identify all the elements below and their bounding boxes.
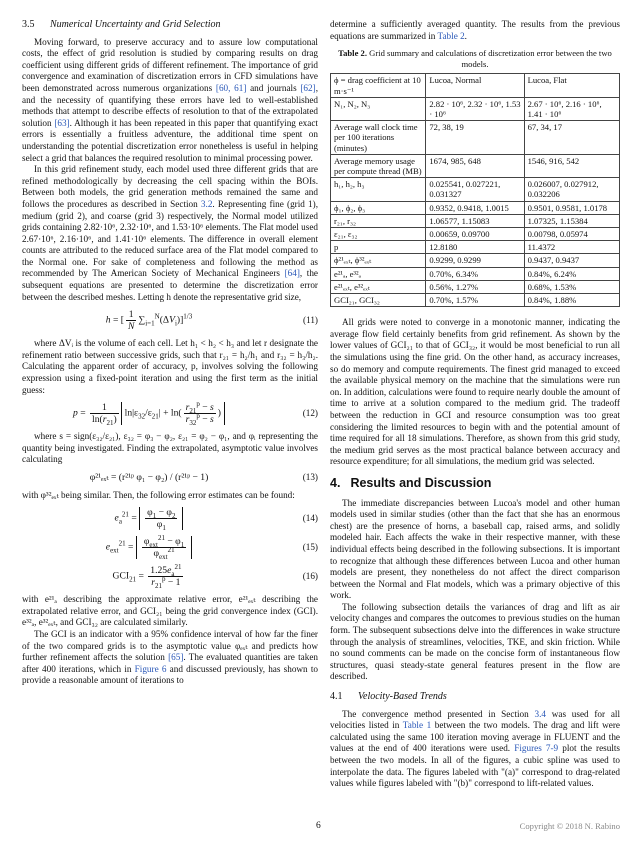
equation-number: (13): [302, 472, 318, 482]
table-cell: Average wall clock time per 100 iterations (minutes): [331, 121, 426, 155]
table-cell: 0.9299, 0.9299: [426, 254, 524, 267]
paragraph-grid-study: In this grid refinement study, each model used three different grids that are refined methodologically by decreasing the cell spacing within the BOIs. Between both models, the grid generation methods remained the same and follows the procedures as described in Section 3.2. Representing fine (grid 1), medium (grid 2), and coarse (grid 3) respectively, the Normal model utilized grids containing 2.82·10⁶, 2.32·10⁶, and 1.53·10⁶ elements. The Flat model used 2.67·10⁶, 2.16·10⁶, and 1.41·10⁶ elements. The difference in overall element counts are attributed to the reduced surface area of the Flat model compared to the Normal one. For sake of completeness and following the method as recommended by The American Society of Mechanical Engineers [64], the subsequent equations are presented to determine the discretization error between the described meshes. Letting h denote the representative grid size,: [22, 164, 319, 302]
table-row: [331, 228, 620, 241]
section-title: Numerical Uncertainty and Grid Selection: [50, 19, 221, 30]
equation-16: [22, 563, 318, 591]
citation-link[interactable]: [65]: [168, 652, 184, 663]
section-number: 4.: [330, 475, 341, 490]
equation-number: (14): [302, 512, 318, 523]
table-cell: 2.82 · 10⁶, 2.32 · 10⁶, 1.53 · 10⁶: [426, 97, 524, 120]
equation-15: [22, 534, 318, 562]
equation-body: p = $\frac{1}{\ln(r_{21})}$ $\ln|\varepsilon_{32}/\varepsilon_{21}| + \ln$( $\frac{r_{21}^p - s}{r_{32}^p - s}$ ): [22, 402, 276, 425]
equation-11: [22, 309, 318, 332]
table-cell: e²¹ₑₓₜ, e³²ₑₓₜ: [331, 280, 426, 293]
table-cell: 72, 38, 19: [426, 121, 524, 155]
equation-body: h = [ $\frac{1}{N}$ $\sum_{i=1}^N(\Delta V_i)]^{1/3}$: [105, 309, 193, 333]
table-cell: 1674, 985, 648: [426, 154, 524, 177]
table-cell: GCI₂₁, GCI₃₂: [331, 294, 426, 307]
table-cell: 1.07325, 1.15384: [524, 214, 619, 227]
equation-body: $e_a^{21}$ = $\frac{\varphi_1 - \varphi_2}{\varphi_1}$: [22, 507, 276, 530]
table-cell: 0.9437, 0.9437: [524, 254, 619, 267]
paragraph-error-definitions: with e²¹ₐ describing the approximate relative error, e²¹ₑₓₜ describing the extrapolated relative error, and GCI₂₁ being the grid convergence index (GCI). e³²ₐ, e³²ₑₓₜ, and GCI₃₂ are calculated similarly.: [22, 594, 318, 628]
copyright-notice: Copyright © 2018 N. Rabino: [519, 821, 620, 831]
citation-link[interactable]: [60, 61]: [215, 82, 247, 93]
table-cell: 0.9501, 0.9581, 1.0178: [524, 201, 619, 214]
table-cell: ϕ = drag coefficient at 10 m·s⁻¹: [331, 74, 426, 97]
citation-link[interactable]: [63]: [54, 117, 70, 128]
paragraph-grid-intro: Moving forward, to preserve accuracy and to assure low computational costs, the effect of grid resolution is studied by comparing results on drag coefficient using different grids of different refinement. The importance of grid convergence and examination of discretization errors in CFD simulations have been demonstrated across numerous organizations [60, 61] and journals [62], and the necessity of quantifying these errors have led to well-established methods that attempt to describe effects of resolution to that of the extrapolated solution [63]. Although it has been repeated in this paper that quantifying exact errors is essentially a fruitless adventure, the additional time spent on understanding the potential discretization error nonetheless is useful in helping select a grid that balances the required resolution to minimal processing power.: [22, 36, 318, 163]
table-cell: Average memory usage per compute thread (MB): [331, 154, 426, 177]
equation-number: (15): [302, 541, 318, 552]
citation-link[interactable]: [64]: [284, 268, 300, 279]
equation-number: (11): [303, 314, 318, 325]
table-cell: 0.84%, 6.24%: [524, 267, 619, 280]
table-row: [331, 267, 620, 280]
table-row: [331, 121, 620, 155]
table-row: [331, 178, 620, 201]
section-heading-3-5: [22, 19, 318, 31]
table-cell: 0.9352, 0.9418, 1.0015: [426, 201, 524, 214]
table-cell: 12.8180: [426, 241, 524, 254]
table-cell: 0.56%, 1.27%: [426, 280, 524, 293]
section-title: Velocity-Based Trends: [358, 691, 447, 703]
table-cell: 11.4372: [524, 241, 619, 254]
paragraph-velocity-trends: The convergence method presented in Section 3.4 was used for all velocities listed in Table 1 between the two models. The drag and lift were calculated using the same 100 iteration moving average in FLUENT and the values at the end of 400 iterations were used. Figures 7-9 plot the results between the two models. In all of the figures, a cubic spline was used to interpolate the data. The figures labeled with "(a)" correspond to drag-related values while figures labeled with "(b)" correspond to lift-related values.: [330, 708, 621, 789]
equation-body: $e_{ext}^{21}$ = $\frac{\varphi_{ext}^{21} - \varphi_1}{\varphi_{ext}^{21}}$: [22, 536, 276, 559]
table-row: [331, 254, 620, 267]
table-cell: 2.67 · 10⁶, 2.16 · 10⁶, 1.41 · 10⁶: [524, 97, 619, 120]
equation-number: (16): [302, 570, 318, 581]
equation-number: (12): [302, 407, 318, 418]
table-cell: ϕ²¹ₑₓₜ, ϕ³²ₑₓₜ: [331, 254, 426, 267]
equation-12: [22, 400, 318, 428]
paragraph-discrepancies: The immediate discrepancies between Lucoa's model and other human models used in similar studies (other than the fact that she has an enormous chest) are the presence of horns, a baseball cap, raised arms, and solidly modeled hair. Each affects the wake in their respective manner, with these individual effects being described in the following subsections. It is important to recognize that although these differences between Lucoa and other human models are present, they nonetheless do not affect the direct comparison between the Normal and Flat models, which was a primary objective of this work.: [330, 497, 620, 601]
table-cell: 0.84%, 1.88%: [524, 294, 619, 307]
table-cell: ε₂₁, ε₃₂: [331, 228, 426, 241]
grid-summary-table: [330, 73, 620, 307]
section-link[interactable]: 3.4: [534, 708, 546, 719]
table-cell: 0.026007, 0.027912, 0.032206: [524, 178, 619, 201]
right-column: [330, 19, 620, 790]
table-link[interactable]: Table 2: [437, 30, 465, 41]
equation-13: [22, 472, 318, 484]
table-row: [331, 154, 620, 177]
table-cell: 0.70%, 1.57%: [426, 294, 524, 307]
table-cell: 0.70%, 6.34%: [426, 267, 524, 280]
table-cell: e²¹ₐ, e³²ₐ: [331, 267, 426, 280]
table-cell: r₂₁, r₃₂: [331, 214, 426, 227]
table-cell: 0.025541, 0.027221, 0.031327: [426, 178, 524, 201]
table-caption: [330, 48, 620, 69]
left-column: [22, 19, 318, 687]
table-row: [331, 97, 620, 120]
citation-link[interactable]: [62]: [300, 82, 316, 93]
table-cell: 0.68%, 1.53%: [524, 280, 619, 293]
table-cell: Lucoa, Flat: [524, 74, 619, 97]
table-cell: p: [331, 241, 426, 254]
table-cell: 67, 34, 17: [524, 121, 619, 155]
section-link[interactable]: 3.2: [200, 198, 213, 209]
table-cell: 0.00798, 0.05974: [524, 228, 619, 241]
section-number: 4.1: [330, 691, 343, 703]
paragraph-continued: determine a sufficiently averaged quantity. The results from the previous equations are summarized in Table 2.: [330, 19, 620, 41]
table-cell: 1.06577, 1.15083: [426, 214, 524, 227]
table-cell: 0.00659, 0.09700: [426, 228, 524, 241]
table-link[interactable]: Table 1: [402, 720, 432, 731]
table-row: [331, 280, 620, 293]
equation-body: φ²¹ₑₓₜ = (r²¹ᵖ φ₁ − φ₂) / (r²¹ᵖ − 1): [89, 472, 209, 483]
paragraph-subsection-overview: The following subsection details the variances of drag and lift as air velocity changes and compares the outcomes to previous studies on the human form. The subsequent subsections delve into the differences in wake structure through the analysis of streamlines, velocities, TKE, and skin friction. While no sound comments can be made on the concise form of instantaneous flow structures, quasi steady-state general features present in the flow are described.: [330, 601, 620, 682]
section-heading-4-1: [330, 691, 620, 703]
table-cell: ϕ₁, ϕ₂, ϕ₃: [331, 201, 426, 214]
paragraph-sign-definition: where s = sign(ε₃₂/ε₂₁), ε₃₂ = φ₃ − φ₂, ε₂₁ = φ₂ − φ₁, and φᵢ representing the quantity being investigated. Finding the extrapolated, asymptotic value involves calculating: [22, 431, 318, 465]
section-title: Results and Discussion: [350, 475, 492, 490]
table-cell: 1546, 916, 542: [524, 154, 619, 177]
table-cell: N₁, N₂, N₃: [331, 97, 426, 120]
page-number: 6: [316, 821, 321, 831]
section-heading-4: [330, 475, 620, 490]
table-row: [331, 241, 620, 254]
paragraph-grid-conclusion: All grids were noted to converge in a monotonic manner, indicating the average flow field certainly benefits from grid refinement. As shown by the lower values of GCI₂₁ to that of GCI₃₂, it would be most beneficial to run all the simulations using the fine grid. On the other hand, as accuracy increases, so do memory and compute requirements. The finest grid managed to exceed the available physical memory on the machine that the simulations were run on. In addition, calculations were found to require nearly double the amount of time to arrive at a solution compared to the medium grid. The tradeoff between the reduction in GCI and resource consumption was too great considering the limited resources to begin with and the potential amount of time required for all 18 simulations. Therefore, as shown from this grid study, the medium grid serves as the most practical balance between accuracy and resource expenditure; for all simulations, the medium grid was selected.: [330, 317, 620, 467]
equation-14: [22, 507, 318, 533]
table-row: [331, 214, 620, 227]
paragraph-gci: The GCI is an indicator with a 95% confidence interval of how far the finer of the two compared grids is to the asymptotic value φₑₓₜ and predicts how further refinement affects the solution [65]. The evaluated quantities are taken after 400 iterations, which in Figure 6 and discussed previously, has shown to provide a reasonable amount of iterations to: [22, 628, 319, 686]
table-row: [331, 294, 620, 307]
table-cell: Lucoa, Normal: [426, 74, 524, 97]
table-cell: h₁, h₂, h₃: [331, 178, 426, 201]
caption-text: Grid summary and calculations of discretization error between the two models.: [366, 48, 612, 69]
table-row: [331, 201, 620, 214]
equation-body: $GCI_{21}$ = $\frac{1.25e_a^{21}}{r_{21}^p - 1}$: [112, 563, 182, 591]
figure-link[interactable]: Figure 6: [134, 663, 167, 674]
paragraph-refinement-ratio: where ΔVᵢ is the volume of each cell. Let h₁ < h₂ < h₃ and let r designate the refinement ratio between successive grids, such that r₂₁ = h₂/h₁ and r₃₂ = h₃/h₂. Calculating the apparent order of accuracy, p, involves solving the following expression using a fixed-point iteration and using the first term as the initial guess:: [22, 338, 318, 395]
figure-link[interactable]: Figures 7-9: [514, 743, 559, 754]
paragraph-error-estimates-intro: with φ³²ₑₓₜ being similar. Then, the following error estimates can be found:: [22, 489, 295, 500]
caption-label: Table 2.: [338, 48, 367, 59]
section-number: 3.5: [22, 19, 35, 30]
table-row: [331, 74, 620, 97]
